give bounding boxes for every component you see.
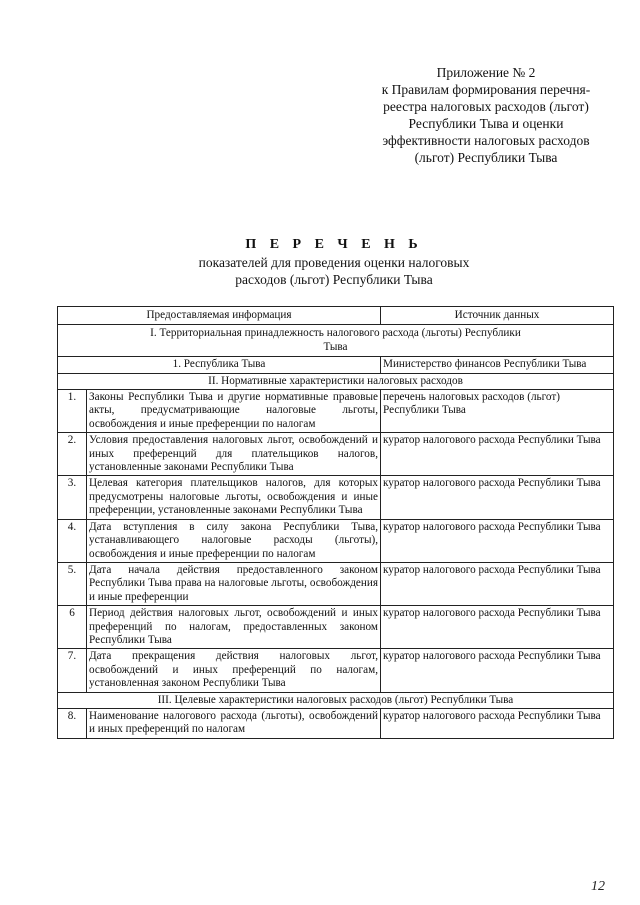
row-source: куратор налогового расхода Республики Тыва [381,476,614,519]
row-number: 3. [58,476,87,519]
region-source-cell: Министерство финансов Республики Тыва [381,357,614,373]
indicators-table [57,306,614,739]
table-row [58,708,614,738]
row-number: 6 [58,606,87,649]
column-header-info: Предоставляемая информация [58,307,381,325]
table-row [58,606,614,649]
row-number: 7. [58,649,87,692]
appendix-line: к Правилам формирования перечня- [381,82,591,97]
row-number: 1. [58,390,87,433]
row-info: Период действия налоговых льгот, освобождений и иных преференций по налогам, предоставленных законом Республики Тыва [87,606,381,649]
row-source: куратор налогового расхода Республики Тыва [381,562,614,605]
table-row [58,562,614,605]
table-row [58,519,614,562]
row-source: куратор налогового расхода Республики Тыва [381,519,614,562]
table-row [58,390,614,433]
row-number: 5. [58,562,87,605]
region-info-cell: 1. Республика Тыва [58,357,381,373]
row-source: куратор налогового расхода Республики Тыва [381,649,614,692]
document-subtitle-line: показателей для проведения оценки налоговых [198,255,470,270]
table-row [58,476,614,519]
table-body [58,325,614,738]
section-row [58,692,614,708]
appendix-line: Республики Тыва и оценки [408,116,564,131]
table-row [58,357,614,373]
handwritten-page-mark: 12 [591,879,605,894]
row-source: перечень налоговых расходов (льгот) Республики Тыва [381,390,614,433]
section-row [58,373,614,389]
column-header-source: Источник данных [381,307,614,325]
row-source: куратор налогового расхода Республики Тыва [381,433,614,476]
row-info: Наименование налогового расхода (льготы), освобождений и иных преференций по налогам [87,708,381,738]
row-number: 8. [58,708,87,738]
row-number: 4. [58,519,87,562]
row-info: Целевая категория плательщиков налогов, для которых предусмотрены налоговые льготы, освобождения и иные преференции, установленные законами Республики Тыва [87,476,381,519]
table-header-row [58,307,614,325]
appendix-line: реестра налоговых расходов (льгот) [383,99,589,114]
appendix-line: Приложение № 2 [436,65,536,80]
row-source: куратор налогового расхода Республики Тыва [381,708,614,738]
row-info: Дата прекращения действия налоговых льгот, освобождений и иных преференций по налогам, установленная законом Республики Тыва [87,649,381,692]
document-heading [120,236,548,288]
section-row [58,325,614,357]
row-info: Условия предоставления налоговых льгот, освобождений и иных преференций для плательщиков налогов, установленные законами Республики Тыва [87,433,381,476]
section-heading-1: I. Территориальная принадлежность налогового расхода (льготы) Республики Тыва [58,325,614,357]
appendix-line: эффективности налоговых расходов [382,133,590,148]
row-info: Дата начала действия предоставленного законом Республики Тыва права на налоговые льготы, освобождения и иные преференции [87,562,381,605]
section-heading-2: II. Нормативные характеристики налоговых расходов [58,373,614,389]
row-info: Законы Республики Тыва и другие нормативные правовые акты, предусматривающие налоговые льготы, освобождения и иные преференции по налогам [87,390,381,433]
row-info: Дата вступления в силу закона Республики Тыва, устанавливающего налоговые расходы (льготы), освобождения и иные преференции по налогам [87,519,381,562]
appendix-block [355,64,617,166]
document-subtitle-line: расходов (льгот) Республики Тыва [235,272,433,287]
table-row [58,433,614,476]
table-row [58,649,614,692]
row-source: куратор налогового расхода Республики Тыва [381,606,614,649]
appendix-line: (льгот) Республики Тыва [414,150,558,165]
row-number: 2. [58,433,87,476]
section-heading-3: III. Целевые характеристики налоговых расходов (льгот) Республики Тыва [58,692,614,708]
document-title: П Е Р Е Ч Е Н Ь [245,237,423,252]
